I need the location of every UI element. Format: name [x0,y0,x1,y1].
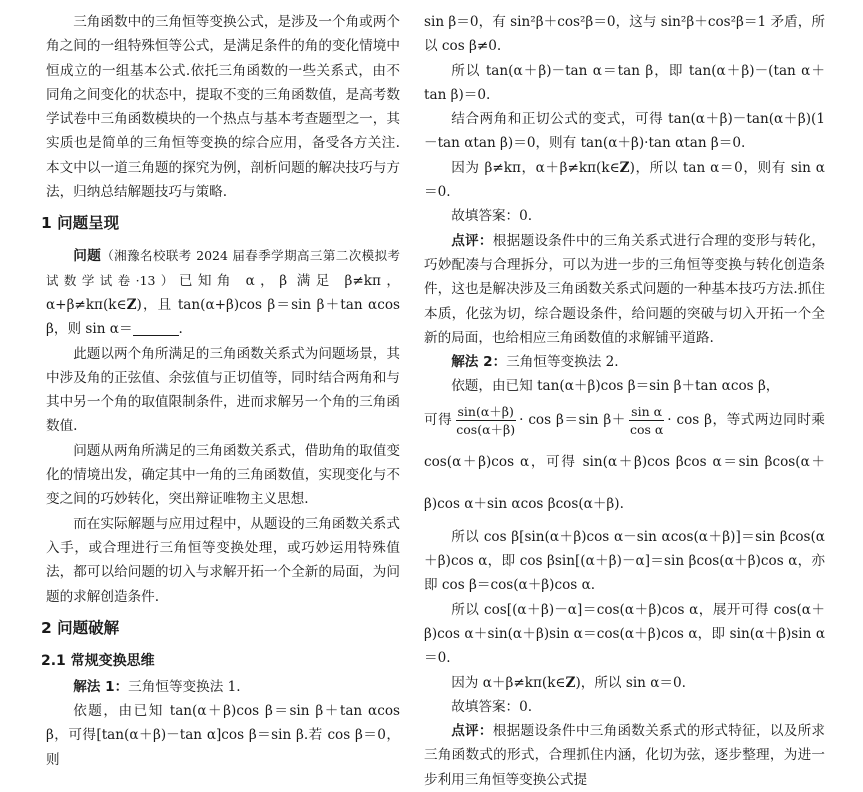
set-z: Z [619,159,630,176]
left-column [41,10,400,779]
fraction-2-numerator: sin α [631,403,663,419]
solution-2-label: 解法 2： [451,354,507,371]
fraction-1-denominator: cos(α＋β) [456,421,516,437]
section-1-heading: 1 问题呈现 [41,214,120,233]
solution-2-line-f: 所以 cos[(α＋β)－α]＝cos(α＋β)cos α，展开可得 cos(α＋β)cos α＋sin(α＋β)sin α＝cos(α＋β)cos α，即 sin(α＋β)sin α＝0. [424,601,825,667]
right-column [420,10,826,788]
fraction-2-denominator: cos α [629,421,664,437]
s2-rest: · cos β，等式两边同时乘 cos(α＋β)cos α，可得 sin(α＋β)cos βcos α＝sin βcos(α＋β)cos α＋sin αcos βcos(α＋β). [424,411,825,512]
line-g-b: )，所以 sin α＝0. [575,674,686,691]
s2-prefix: 可得 [424,411,453,428]
subsection-2-1-heading: 2.1 常规变换思维 [41,652,155,669]
line-g-a: 因为 α＋β≠kπ(k∈ [451,674,566,691]
answer-1: 故填答案：0. [451,208,533,225]
set-z: Z [126,296,137,313]
comment-1-label: 点评： [451,232,493,249]
fraction-tan-alpha [628,403,665,438]
problem-body-a: 已知角 α，β 满足 β≠kπ，α+β≠kπ(k∈ [46,272,400,313]
solution-1-method: 三角恒等变换法 1. [128,678,241,695]
comment-2 [424,719,825,792]
answer-2: 故填答案：0. [451,698,533,715]
analysis-paragraph-1: 此题以两个角所满足的三角函数关系式为问题场景，其中涉及角的正弦值、余弦值与正切值等，同时结合两角和与其中另一个角的取值限制条件，进而求解另一个角的三角函数值. [46,345,400,435]
solution-2-fraction-line [424,399,825,525]
answer-blank [133,321,179,336]
fraction-tan-sum [454,403,517,438]
solution-2-line-a: 依题，由已知 tan(α＋β)cos β＝sin β＋tan αcos β， [451,378,780,395]
solution-1-line-4 [424,156,825,205]
analysis-paragraph-3: 而在实际解题与应用过程中，从题设的三角函数关系式入手，或合理进行三角恒等变换处理，或巧妙运用特殊值法，都可以给问题的切入与求解开拓一个全新的局面，为问题的求解创造条件. [46,515,400,605]
comment-1-text: 根据题设条件中的三角关系式进行合理的变形与转化，巧妙配凑与合理拆分，可以为进一步的三角恒等变换与转化创造条件，这也是解决涉及三角函数关系式问题的一种基本技巧方法.抓住本质，化弦为切，综合题设条件，给问题的突破与切入开拓一个全新的局面，也给相应三角函数值的求解铺平道路. [424,232,826,346]
comment-2-label: 点评： [451,723,493,740]
intro-paragraph: 三角函数中的三角恒等变换公式，是涉及一个角或两个角之间的一组特殊恒等公式，是满足条件的角的变化情境中恒成立的一组基本公式.依托三角函数的一些关系式，由不同角之间变化的状态中，提取不变的三角函数值，是高考数学试卷中三角函数模块的一个热点与基本考查题型之一，其实质也是简单的三角恒等变换的综合应用，备受各方关注.本文中以一道三角题的探究为例，剖析问题的解决技巧与方法，归纳总结解题技巧与策略. [46,14,400,201]
problem-statement [46,244,400,341]
solution-2-line-e: 所以 cos β[sin(α＋β)cos α－sin αcos(α＋β)]＝sin βcos(α＋β)cos α，即 cos βsin[(α＋β)－α]＝sin βcos(α＋β)cos α，亦即 cos β＝cos(α＋β)cos α. [424,528,825,594]
comment-2-text: 根据题设条件中三角函数关系式的形式特征，以及所求三角函数式的形式，合理抓住内涵，化切为弦，逐步整理，为进一步利用三角恒等变换公式提 [424,723,826,788]
section-2-heading: 2 问题破解 [41,618,120,637]
analysis-paragraph-2: 问题从两角所满足的三角函数关系式，借助角的取值变化的情境出发，确定其中一角的三角函数值，实现变化与不变之间的巧妙转化，突出辩证唯物主义思想. [46,442,400,508]
solution-2-method: 三角恒等变换法 2. [506,354,619,371]
solution-1-label: 解法 1： [73,678,129,695]
solution-2-line-g [424,671,825,695]
problem-label: 问题 [73,248,102,265]
solution-1-line-3: 结合两角和正切公式的变式，可得 tan(α＋β)－tan(α＋β)(1－tan αtan β)＝0，则有 tan(α＋β)·tan αtan β＝0. [424,111,825,152]
s2-middle: · cos β＝sin β＋ [519,411,626,428]
line-4-a: 因为 β≠kπ，α＋β≠kπ(k∈ [451,159,620,176]
solution-2-title [424,350,825,374]
fraction-1-numerator: sin(α＋β) [457,403,514,419]
comment-1 [424,229,825,350]
solution-1-line-2: 所以 tan(α＋β)－tan α＝tan β，即 tan(α＋β)－(tan α＋tan β)＝0. [424,62,825,103]
solution-1-title [46,675,400,699]
problem-source: （湘豫名校联考 2024 届春季学期高三第二次模拟考试数学试卷·13） [46,248,400,288]
problem-body-b: )，且 tan(α+β)cos β＝sin β＋tan αcos β，则 sin α＝ [46,296,400,338]
set-z: Z [565,674,576,691]
problem-end: . [178,321,183,338]
solution-1-line-1: sin β＝0，有 sin²β＋cos²β＝0，这与 sin²β＋cos²β＝1 矛盾，所以 cos β≠0. [424,14,825,55]
line-4-b: )，所以 tan α＝0，则有 sin α＝0. [424,159,825,201]
solution-1-body: 依题，由已知 tan(α＋β)cos β＝sin β＋tan αcos β，可得[tan(α＋β)－tan α]cos β＝sin β.若 cos β＝0，则 [46,703,400,768]
